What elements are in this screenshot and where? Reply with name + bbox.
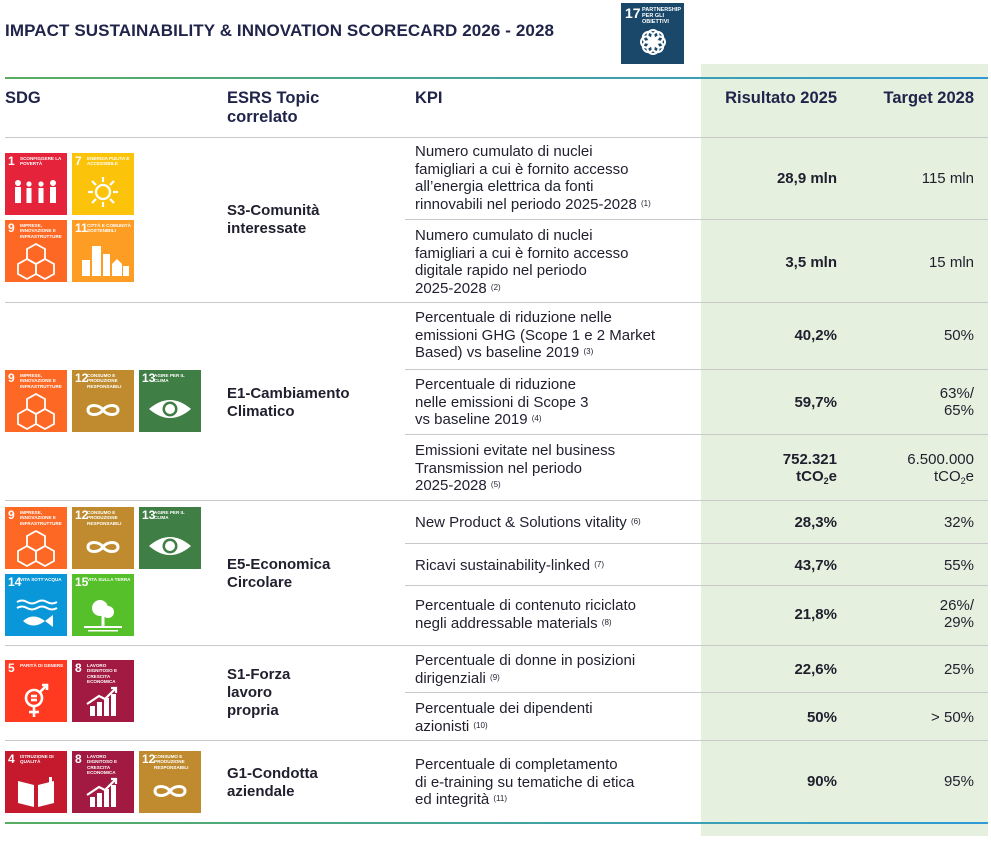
header-kpi: KPI [415,89,443,107]
footnote-ref: (7) [594,560,605,569]
result-value: 752.321 tCO$_2$e [782,451,837,486]
sun-power-icon [72,153,134,215]
header-target: Target 2028 [883,89,974,107]
kpi-text: Numero cumulato di nuclei famigliari a cui è fornito accesso digitale rapido nel periodo 2025-2028 $^{(2)}$ [415,227,629,297]
target-value: 50% [943,327,974,344]
result-value: 43,7% [794,557,837,574]
result-value: 21,8% [794,606,837,623]
topic-s1: S1-Forza lavoro propria [227,666,291,719]
target-value: 95% [943,773,974,790]
family-icon [5,153,67,215]
kpi-text: New Product & Solutions vitality $^{(6)}$ [415,514,641,531]
topic-s3: S3-Comunità interessate [227,202,320,237]
sdg-11-tile: 11 CITTÀ E COMUNITÀ SOSTENIBILI [72,220,134,282]
target-value: > 50% [931,709,974,726]
header-topic-line1: ESRS Topic [227,89,320,107]
growth-chart-icon [72,751,134,813]
kpi-text: Emissioni evitate nel business Transmission nel periodo 2025-2028 $^{(5)}$ [415,442,616,495]
flower-icon [638,27,668,57]
cubes-icon [5,507,67,569]
sdg-5-tile: 5 PARITÀ DI GENERE [5,660,67,722]
target-value: 55% [943,557,974,574]
target-value: 25% [943,661,974,678]
result-value: 28,9 mln [776,170,837,187]
kpi-separator [405,434,988,435]
footnote-ref: (1) [641,198,651,208]
sdg-12-tile: 12 CONSUMO E PRODUZIONE RESPONSABILI [72,370,134,432]
result-value: 22,6% [794,661,837,678]
target-value: 15 mln [928,254,974,271]
sdg-9-tile: 9 IMPRESE, INNOVAZIONE E INFRASTRUTTURE [5,370,67,432]
growth-chart-icon [72,660,134,722]
sdg-13-tile: 13 AGIRE PER IL CLIMA [139,507,201,569]
table-top-rule [5,77,988,79]
header-sdg: SDG [5,89,41,107]
result-value: 3,5 mln [785,254,837,271]
result-value: 59,7% [794,394,837,411]
sdg-9-tile: 9 IMPRESE, INNOVAZIONE E INFRASTRUTTURE [5,507,67,569]
result-value: 40,2% [794,327,837,344]
kpi-text: Percentuale di completamento di e-training su tematiche di etica ed integrità $^{(11)}$ [415,756,635,809]
sdg-14-tile: 14 VITA SOTT’ACQUA [5,574,67,636]
result-value: 90% [806,773,837,790]
target-value: 6.500.000 tCO$_2$e [907,451,974,486]
footnote-ref: (11) [493,794,508,804]
footnote-ref: (9) [490,672,500,682]
result-value: 50% [806,709,837,726]
sdg-9-tile: 9 IMPRESE, INNOVAZIONE E INFRASTRUTTURE [5,220,67,282]
sdg-12-tile: 12 CONSUMO E PRODUZIONE RESPONSABILI [139,751,201,813]
header-result: Risultato 2025 [725,89,837,107]
gender-icon [5,660,67,722]
group-separator [5,302,988,303]
topic-g1: G1-Condotta aziendale [227,765,318,800]
sdg-4-tile: 4 ISTRUZIONE DI QUALITÀ [5,751,67,813]
target-value: 32% [943,514,974,531]
sdg-8-tile: 8 LAVORO DIGNITOSO E CRESCITA ECONOMICA [72,751,134,813]
target-value: 63%/ 65% [939,385,974,419]
topic-e5: E5-Economica Circolare [227,556,331,591]
table-bottom-rule [5,822,988,824]
sdg-badge-label: PARTNERSHIP PER GLI OBIETTIVI [642,7,681,25]
kpi-text: Percentuale dei dipendenti azionisti $^{(10)}$ [415,700,593,735]
target-value: 115 mln [921,170,974,187]
group-separator [5,645,988,646]
city-icon [72,220,134,282]
footnote-ref: (4) [531,414,542,424]
cubes-icon [5,370,67,432]
header-topic [227,89,319,127]
sdg-7-tile: 7 ENERGIA PULITA E ACCESSIBILE [72,153,134,215]
group-separator [5,740,988,741]
kpi-text: Numero cumulato di nuclei famigliari a cui è fornito accesso all’energia elettrica da fonti rinnovabili nel periodo 2025-2028 $^{(1)}$ [415,143,651,213]
book-icon [5,751,67,813]
footnote-ref: (6) [630,517,641,526]
sdg-12-tile: 12 CONSUMO E PRODUZIONE RESPONSABILI [72,507,134,569]
infinity-icon [72,507,134,569]
target-value: 26%/ 29% [939,597,974,631]
kpi-separator [405,585,988,586]
tree-icon [72,574,134,636]
group-separator [5,137,988,138]
sdg-17-badge [621,3,684,64]
sdg-15-tile: 15 VITA SULLA TERRA [72,574,134,636]
kpi-separator [405,219,988,220]
fish-icon [5,574,67,636]
kpi-separator [405,369,988,370]
infinity-icon [72,370,134,432]
topic-e1: E1-Cambiamento Climatico [227,385,350,420]
footnote-ref: (8) [601,617,612,627]
kpi-text: Percentuale di donne in posizioni dirigenziali $^{(9)}$ [415,652,636,687]
sdg-badge-number: 17 [625,5,641,21]
eye-globe-icon [139,507,201,569]
eye-globe-icon [139,370,201,432]
footnote-ref: (10) [473,720,488,730]
kpi-separator [405,543,988,544]
group-separator [5,500,988,501]
kpi-text: Percentuale di riduzione nelle emissioni GHG (Scope 1 e 2 Market Based) vs baseline 2019 $^{(3)}$ [415,309,656,362]
kpi-text: Ricavi sustainability-linked $^{(7)}$ [415,557,605,574]
sdg-1-tile: 1 SCONFIGGERE LA POVERTÀ [5,153,67,215]
footnote-ref: (2) [490,282,501,292]
sdg-8-tile: 8 LAVORO DIGNITOSO E CRESCITA ECONOMICA [72,660,134,722]
kpi-text: Percentuale di contenuto riciclato negli addressable materials $^{(8)}$ [415,597,636,632]
kpi-text: Percentuale di riduzione nelle emissioni di Scope 3 vs baseline 2019 $^{(4)}$ [415,376,589,429]
kpi-separator [405,692,988,693]
footnote-ref: (5) [490,480,501,490]
sdg-13-tile: 13 AGIRE PER IL CLIMA [139,370,201,432]
cubes-icon [5,220,67,282]
infinity-icon [139,751,201,813]
page-title: IMPACT SUSTAINABILITY & INNOVATION SCORECARD 2026 - 2028 [5,21,555,40]
result-value: 28,3% [794,514,837,531]
header-topic-line2: correlato [227,108,298,126]
footnote-ref: (3) [583,347,594,357]
